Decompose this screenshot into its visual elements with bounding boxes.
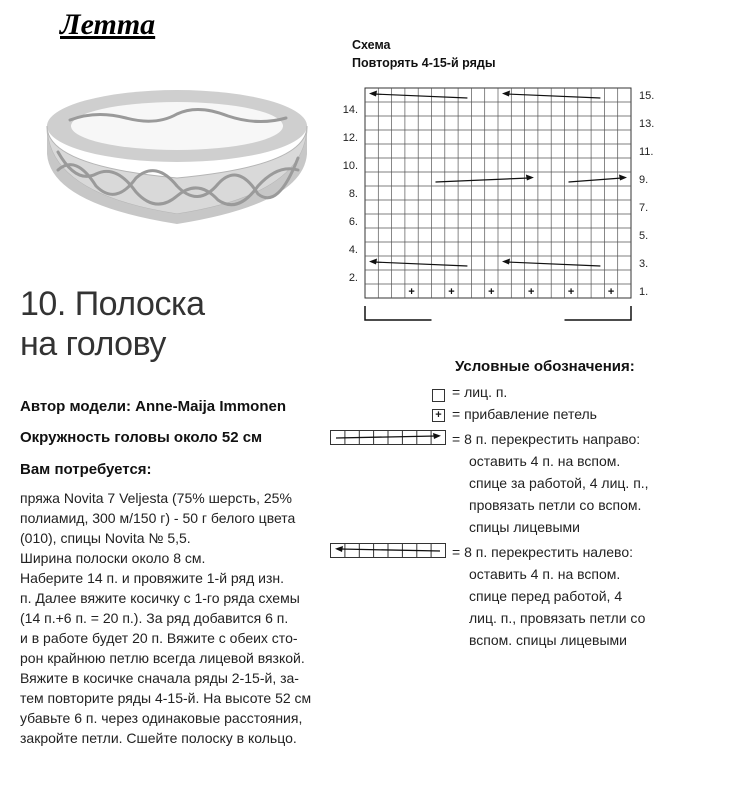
legend-cross-right-line: = 8 п. перекрестить направо: — [452, 431, 641, 447]
instructions-line: (010), спицы Novita № 5,5. — [20, 530, 191, 546]
brand-logo: Летта — [60, 8, 156, 41]
instructions-line: закройте петли. Сшейте полоску в кольцо. — [20, 730, 297, 746]
row-label-left: 14. — [342, 104, 358, 116]
legend-cross-left-line: лиц. п., провязать петли со — [469, 610, 646, 626]
materials-heading: Вам потребуется: — [20, 461, 152, 478]
legend-cross-left-line: оставить 4 п. на вспом. — [469, 566, 621, 582]
row-label-right: 7. — [639, 202, 649, 214]
row-label-left: 10. — [342, 160, 358, 172]
legend-knit: = лиц. п. — [452, 384, 508, 400]
row-label-left: 6. — [348, 216, 358, 228]
increase-marker: + — [488, 286, 495, 298]
instructions-line: и в работе будет 20 п. Вяжите с обеих сто- — [20, 630, 298, 646]
legend-cross-left — [452, 541, 645, 651]
schema-subtitle: Повторять 4-15-й ряды — [352, 56, 496, 70]
increase-marker: + — [607, 286, 615, 298]
head-size-line: Окружность головы около 52 см — [20, 429, 263, 446]
headband-photo — [36, 74, 318, 234]
knitting-chart — [330, 86, 690, 326]
title-line-2: на голову — [20, 325, 166, 363]
schema-title: Схема — [352, 38, 391, 52]
instructions-line: Ширина полоски около 8 см. — [20, 550, 206, 566]
legend-title: Условные обозначения: — [455, 358, 635, 375]
row-label-right: 15. — [639, 90, 655, 102]
row-label-right: 1. — [639, 286, 649, 298]
row-label-left: 2. — [348, 272, 358, 284]
row-label-right: 3. — [639, 258, 649, 270]
legend-cross-right-line: оставить 4 п. на вспом. — [469, 453, 621, 469]
row-label-right: 9. — [639, 174, 649, 186]
increase-marker: + — [448, 286, 455, 298]
instructions-line: Вяжите в косичке сначала ряды 2-15-й, за- — [20, 670, 299, 686]
chart-bracket-left — [365, 306, 432, 320]
instructions-line: убавьте 6 п. через одинаковые расстояния, — [20, 710, 303, 726]
legend-cross-left-line: = 8 п. перекрестить налево: — [452, 544, 633, 560]
increase-symbol-icon: + — [432, 409, 445, 422]
legend-increase: = прибавление петель — [452, 406, 597, 422]
row-label-right: 5. — [639, 230, 649, 242]
instructions-line: (14 п.+6 п. = 20 п.). За ряд добавится 6 п. — [20, 610, 289, 626]
page-title — [20, 284, 204, 364]
increase-marker: + — [528, 286, 535, 298]
increase-marker: + — [408, 286, 415, 298]
legend-cross-right — [452, 428, 649, 538]
legend-cross-right-line: спицы лицевыми — [469, 519, 580, 535]
instructions-text — [20, 488, 330, 748]
row-label-left: 4. — [348, 244, 358, 256]
row-label-right: 13. — [639, 118, 655, 130]
row-label-left: 8. — [348, 188, 358, 200]
instructions-line: пряжа Novita 7 Veljesta (75% шерсть, 25% — [20, 490, 292, 506]
author-line: Автор модели: Anne-Maija Immonen — [20, 398, 286, 415]
legend-cross-right-line: провязать петли со вспом. — [469, 497, 642, 513]
title-line-1: 10. Полоска — [20, 285, 205, 323]
schema-heading — [352, 36, 496, 72]
instructions-line: Наберите 14 п. и провяжите 1-й ряд изн. — [20, 570, 285, 586]
chart-bracket-right — [565, 306, 632, 320]
legend-cross-right-line: спице за работой, 4 лиц. п., — [469, 475, 649, 491]
instructions-line: полиамид, 300 м/150 г) - 50 г белого цвета — [20, 510, 296, 526]
knit-stitch-symbol — [432, 389, 445, 402]
instructions-line: тем повторите ряды 4-15-й. На высоте 52 см — [20, 690, 312, 706]
legend-cross-left-line: спице перед работой, 4 — [469, 588, 623, 604]
instructions-line: рон крайнюю петлю всегда лицевой вязкой. — [20, 650, 305, 666]
increase-marker: + — [567, 286, 575, 298]
instructions-line: п. Далее вяжите косичку с 1-го ряда схемы — [20, 590, 300, 606]
cross-right-symbol-icon — [330, 430, 446, 446]
legend-cross-left-line: вспом. спицы лицевыми — [469, 632, 628, 648]
row-label-right: 11. — [639, 146, 654, 158]
cross-left-symbol-icon — [330, 543, 446, 559]
row-label-left: 12. — [342, 132, 358, 144]
